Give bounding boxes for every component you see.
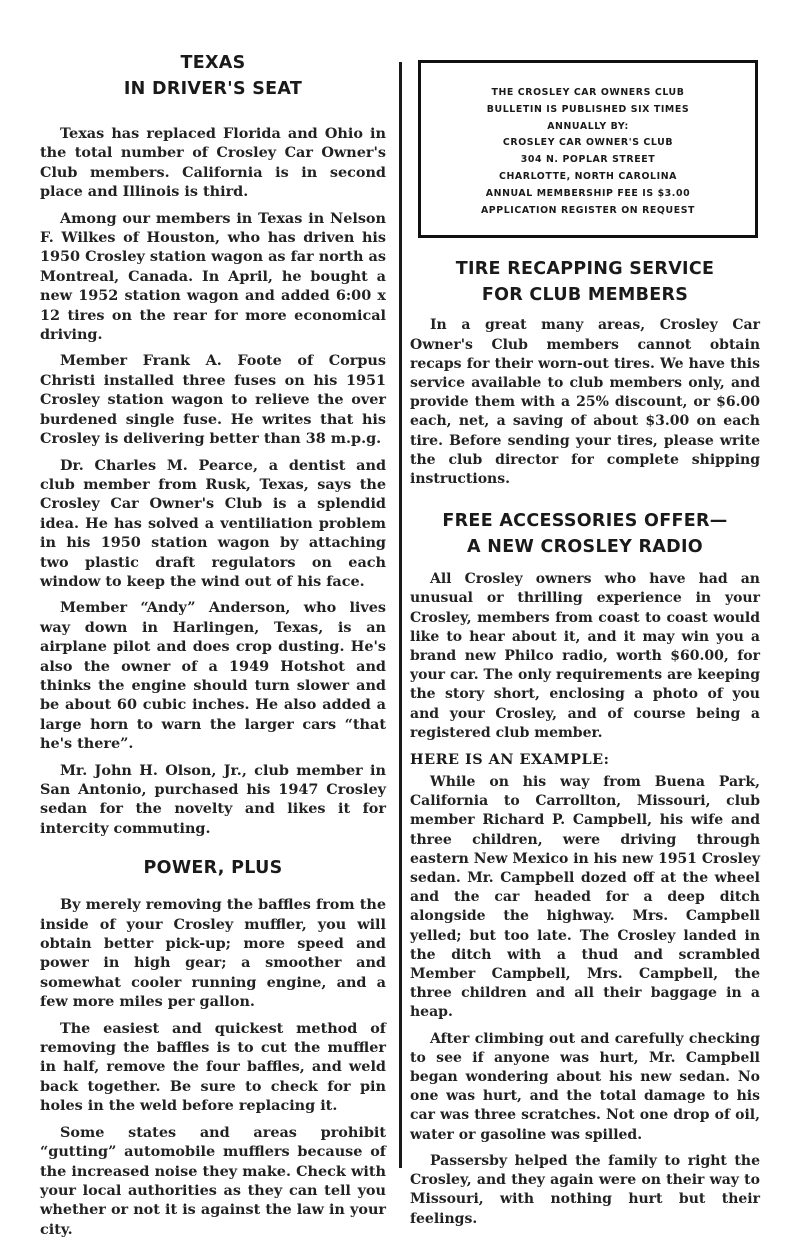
article-title-power-plus: POWER, PLUS [143, 858, 283, 879]
notice-line: ANNUAL MEMBERSHIP FEE IS $3.00 [485, 187, 691, 199]
notice-line: CROSLEY CAR OWNER'S CLUB [502, 137, 674, 149]
paragraph: While on his way from Buena Park, California to Carrollton, Missouri, club member Richard P. Campbell, his wife and three children, were driving through eastern New Mexico in his new 1951 Crosley sedan. Mr. Campbell dozed off at the wheel and the car headed for a deep ditch alongside the highway. Mrs. Campbell yelled; but too late. The Crosley landed in the ditch with a thud and scrambled Member Campbell, Mrs. Campbell, the three children and all their baggage in a heap. [410, 774, 760, 1021]
paragraph: Passersby helped the family to right the Crosley, and they again were on their way to Missouri, with nothing hurt but their feelings. [410, 1152, 760, 1227]
right-column [410, 60, 760, 1236]
paragraph: Texas has replaced Florida and Ohio in the total number of Crosley Car Owner's Club members. California is in second place and Illinois is third. [40, 125, 386, 201]
column-divider [399, 62, 402, 1168]
example-subhead: HERE IS AN EXAMPLE: [410, 751, 610, 769]
paragraph: Member “Andy” Anderson, who lives way down in Harlingen, Texas, is an airplane pilot and does crop dusting. He's also the owner of a 1949 Hotshot and thinks the engine should turn slower and be about 60 cubic inches. He also added a large horn to warn the larger cars “that he's there”. [40, 599, 386, 753]
publication-notice-box [418, 60, 758, 238]
paragraph: The easiest and quickest method of removing the baffles is to cut the muffler in half, remove the four baffles, and weld back together. Be sure to check for pin holes in the weld before replacing it. [40, 1019, 386, 1115]
paragraph: After climbing out and carefully checking to see if anyone was hurt, Mr. Campbell began wondering about his new sedan. No one was hurt, and the total damage to his car was three scratches. Not one drop of oil, water or gasoline was spilled. [410, 1030, 760, 1143]
notice-line: THE CROSLEY CAR OWNERS CLUB [491, 87, 685, 98]
article-title-free-accessories: FREE ACCESSORIES OFFER— [442, 511, 728, 532]
article-title-crosley-radio: A NEW CROSLEY RADIO [467, 537, 703, 558]
notice-line: ANNUALLY BY: [547, 120, 629, 132]
article-title-tire-recapping: TIRE RECAPPING SERVICE [455, 259, 715, 280]
paragraph: Dr. Charles M. Pearce, a dentist and club member from Rusk, Texas, says the Crosley Car Owner's Club is a splendid idea. He has solved a ventiliation problem in his 1950 station wagon by attaching two plastic draft regulators on each window to keep the wind out of his face. [40, 456, 386, 590]
paragraph: Some states and areas prohibit “gutting” automobile mufflers because of the increased noise they make. Check with your local authorities as they can tell you whether or not it is against the law in your city. [40, 1123, 386, 1238]
paragraph: In a great many areas, Crosley Car Owner's Club members cannot obtain recaps for their worn-out tires. We have this service available to club members only, and provide them with a 25% discount, or $6.00 each, net, a saving of about $3.00 on each tire. Before sending your tires, please write the club director for complete shipping instructions. [410, 317, 760, 487]
paragraph: All Crosley owners who have had an unusual or thrilling experience in your Crosley, members from coast to coast would like to hear about it, and it may win you a brand new Philco radio, worth $60.00, for your car. The only requirements are keeping the story short, enclosing a photo of you and your Crosley, and of course being a registered club member. [410, 571, 760, 741]
paragraph: By merely removing the baffles from the inside of your Crosley muffler, you will obtain better pick-up; more speed and power in high gear; a smoother and somewhat cooler running engine, and a few more miles per gallon. [40, 896, 386, 1011]
paragraph: Mr. John H. Olson, Jr., club member in San Antonio, purchased his 1947 Crosley sedan for the novelty and likes it for intercity commuting. [40, 761, 386, 837]
notice-line: CHARLOTTE, NORTH CAROLINA [498, 170, 678, 182]
notice-line: 304 N. POPLAR STREET [520, 154, 656, 166]
notice-line: APPLICATION REGISTER ON REQUEST [480, 204, 696, 216]
article-title-drivers-seat: IN DRIVER'S SEAT [123, 79, 303, 99]
article-title-for-club-members: FOR CLUB MEMBERS [481, 285, 689, 306]
paragraph: Among our members in Texas in Nelson F. Wilkes of Houston, who has driven his 1950 Crosley station wagon as far north as Montreal, Canada. In April, he bought a new 1952 station wagon and added 6:00 x 12 tires on the rear for more economical driving. [40, 209, 386, 344]
left-column [40, 50, 386, 1246]
paragraph: Member Frank A. Foote of Corpus Christi installed three fuses on his 1951 Crosley station wagon to relieve the over burdened single fuse. He writes that his Crosley is delivering better than 38 m.p.g. [40, 352, 386, 448]
notice-line: BULLETIN IS PUBLISHED SIX TIMES [486, 103, 690, 115]
article-title-texas: TEXAS [180, 53, 246, 73]
